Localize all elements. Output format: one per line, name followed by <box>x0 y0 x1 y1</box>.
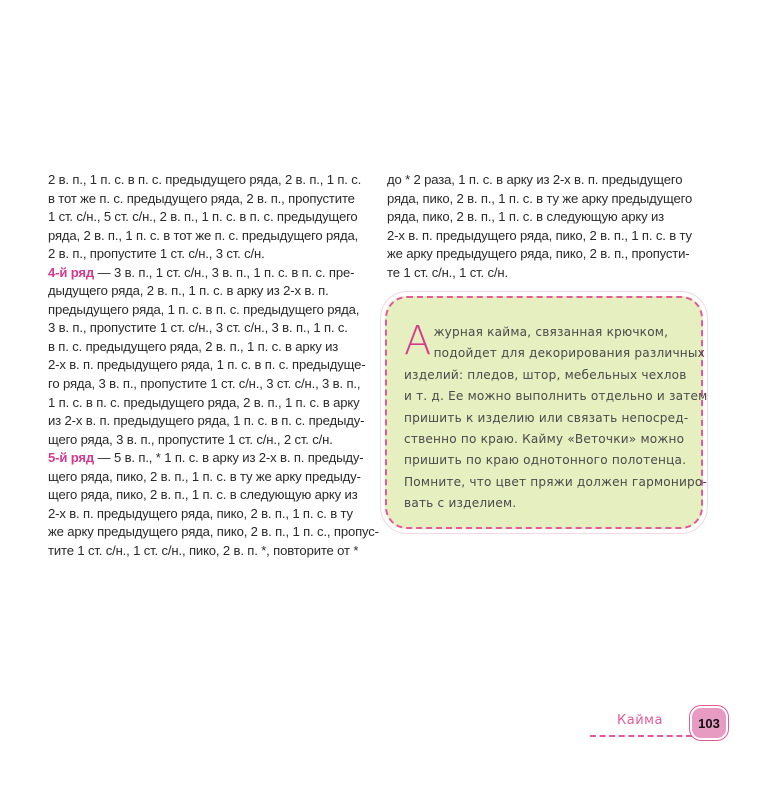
text-line: 2-х в. п. предыдущего ряда, пико, 2 в. п., 1 п. с. в ту <box>387 227 692 243</box>
note-line: подойдет для декорирования различных <box>433 346 706 361</box>
tip-note-text <box>404 318 708 515</box>
text-line: 1 п. с. в п. с. предыдущего ряда, 2 в. п., 1 п. с. в арку <box>48 394 360 410</box>
page-number-badge: 103 <box>692 708 726 738</box>
text-line: щего ряда, пико, 2 в. п., 1 п. с. в следующую арку из <box>48 487 358 503</box>
note-line: вать с изделием. <box>404 496 517 511</box>
section-name: Кайма <box>617 713 663 728</box>
row-4-first-line <box>48 264 368 283</box>
dropcap-letter: А <box>404 318 432 364</box>
note-line: изделий: пледов, штор, мебельных чехлов <box>404 367 687 382</box>
text-line: дыдущего ряда, 2 в. п., 1 п. с. в арку из 2-х в. п. <box>48 283 329 299</box>
row-5-label: 5-й ряд <box>48 450 95 466</box>
text-line: 2-х в. п. предыдущего ряда, пико, 2 в. п., 1 п. с. в ту <box>48 505 353 521</box>
row-5-text: — 5 в. п., * 1 п. с. в арку из 2-х в. п. предыду- <box>94 450 364 466</box>
row-4-label: 4-й ряд <box>48 264 95 280</box>
note-line: ственно по краю. Кайму «Веточки» можно <box>404 432 685 447</box>
text-line: в п. с. предыдущего ряда, 2 в. п., 1 п. с. в арку из <box>48 338 339 354</box>
text-line: до * 2 раза, 1 п. с. в арку из 2-х в. п. предыдущего <box>387 172 683 187</box>
text-line: же арку предыдущего ряда, пико, 2 в. п., 1 п. с., пропус- <box>48 524 379 540</box>
page-footer <box>590 708 730 744</box>
text-line: из 2-х в. п. предыдущего ряда, 1 п. с. в п. с. предыду- <box>48 413 365 429</box>
text-line: 3 в. п., пропустите 1 ст. с/н., 3 ст. с/н., 3 в. п., 1 п. с. <box>48 320 348 336</box>
right-text-column <box>387 171 707 282</box>
text-line: те 1 ст. с/н., 1 ст. с/н. <box>387 264 508 280</box>
left-text-column <box>48 171 379 560</box>
text-line: 1 ст. с/н., 5 ст. с/н., 2 в. п., 1 п. с. в п. с. предыдущего <box>48 209 358 225</box>
text-line: ряда, 2 в. п., 1 п. с. в тот же п. с. предыдущего ряда, <box>48 227 359 243</box>
text-line: предыдущего ряда, 1 п. с. в п. с. предыдущего ряда, <box>48 301 360 317</box>
text-line: го ряда, 3 в. п., пропустите 1 ст. с/н., 3 ст. с/н., 3 в. п., <box>48 376 361 392</box>
text-line: 2 в. п., 1 п. с. в п. с. предыдущего ряда, 2 в. п., 1 п. с. <box>48 172 362 187</box>
text-line: же арку предыдущего ряда, пико, 2 в. п., пропусти- <box>387 246 690 262</box>
text-line: щего ряда, пико, 2 в. п., 1 п. с. в ту же арку предыду- <box>48 468 361 484</box>
text-line: 2 в. п., пропустите 1 ст. с/н., 3 ст. с/н. <box>48 246 265 262</box>
footer-dashed-divider <box>590 735 692 737</box>
text-line: ряда, пико, 2 в. п., 1 п. с. в ту же арку предыдущего <box>387 190 693 206</box>
row-5-first-line <box>48 449 368 468</box>
note-line: пришить к изделию или связать непосред- <box>404 410 689 425</box>
text-line: 2-х в. п. предыдущего ряда, 1 п. с. в п. с. предыдуще- <box>48 357 366 373</box>
text-line: щего ряда, 3 в. п., пропустите 1 ст. с/н., 2 ст. с/н. <box>48 431 333 447</box>
note-line: журная кайма, связанная крючком, <box>433 325 669 339</box>
text-line: ряда, пико, 2 в. п., 1 п. с. в следующую арку из <box>387 209 664 225</box>
row-4-text: — 3 в. п., 1 ст. с/н., 3 в. п., 1 п. с. в п. с. пре- <box>94 264 355 280</box>
tip-note-box <box>385 296 708 529</box>
note-line: и т. д. Ее можно выполнить отдельно и затем <box>404 389 708 404</box>
text-line: тите 1 ст. с/н., 1 ст. с/н., пико, 2 в. п. *, повторите от * <box>48 542 359 558</box>
text-line: в тот же п. с. предыдущего ряда, 2 в. п., пропустите <box>48 190 355 206</box>
note-line: пришить по краю однотонного полотенца. <box>404 453 687 468</box>
note-line: Помните, что цвет пряжи должен гармониро- <box>404 474 708 489</box>
